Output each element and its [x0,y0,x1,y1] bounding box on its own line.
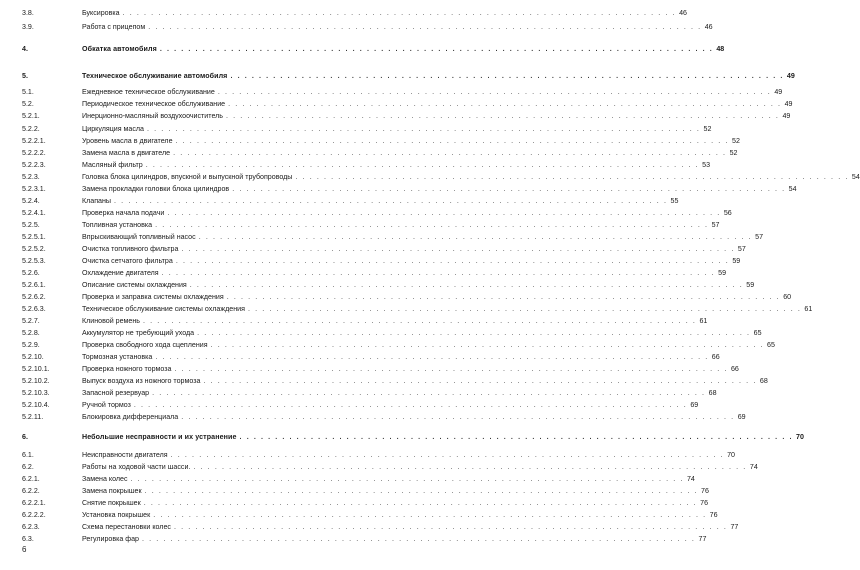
dot-leader [240,432,793,442]
toc-entry-title: Замена покрышек [82,487,142,495]
toc-entry-number: 5.2.10.1. [22,365,50,373]
dot-leader [148,22,701,32]
toc-entry [22,292,792,302]
toc-entry-page: 59 [718,269,727,277]
toc-entry-title: Небольшие несправности и их устранение [82,433,237,441]
toc-entry-title: Клиновой ремень [82,317,140,325]
toc-entry-number: 5.2.9. [22,341,40,349]
toc-entry-number: 5.2. [22,100,34,108]
toc-entry [22,256,741,266]
toc-entry-page: 61 [804,305,813,313]
toc-entry [22,280,755,290]
dot-leader [153,510,706,520]
toc-entry-number: 6.2.2. [22,487,40,495]
toc-entry-page: 69 [690,401,699,409]
toc-entry-number: 5.2.5. [22,221,40,229]
page-number: 6 [22,545,27,554]
toc-entry-title: Обкатка автомобиля [82,45,157,53]
toc-entry-title: Работы на ходовой части шасси. [82,463,191,471]
toc-entry [22,388,717,398]
toc-entry [22,474,695,484]
toc-entry [22,400,699,410]
toc-entry-page: 57 [755,233,764,241]
toc-entry [22,208,732,218]
dot-leader [174,364,727,374]
toc-entry-number: 6.2. [22,463,34,471]
toc-entry [22,376,768,386]
toc-entry-title: Описание системы охлаждения [82,281,187,289]
dot-leader [226,111,779,121]
toc-entry-page: 76 [700,499,709,507]
toc-entry-number: 5.2.6.1. [22,281,46,289]
toc-entry [22,196,679,206]
toc-entry-title: Замена масла в двигателе [82,149,171,157]
dot-leader [248,304,801,314]
toc-entry [22,71,795,81]
toc-entry-title: Замена колес [82,475,128,483]
toc-entry [22,522,739,532]
toc-entry [22,450,735,460]
dot-leader [181,412,734,422]
dot-leader [228,99,781,109]
dot-leader [171,450,724,460]
toc-entry-title: Тормозная установка [82,353,153,361]
toc-entry-title: Работа с прицепом [82,23,146,31]
toc-entry [22,510,718,520]
toc-entry-page: 54 [851,173,860,181]
toc-entry-page: 46 [704,23,713,31]
toc-entry-title: Ежедневное техническое обслуживание [82,88,215,96]
dot-leader [203,376,756,386]
dot-leader [114,196,667,206]
toc-entry-title: Снятие покрышек [82,499,141,507]
toc-entry-page: 53 [702,161,711,169]
toc-entry-number: 3.8. [22,9,34,17]
toc-entry-number: 5.2.7. [22,317,40,325]
toc-entry [22,364,739,374]
toc-entry [22,136,740,146]
toc-entry-page: 49 [774,88,783,96]
toc-entry-number: 5.2.2.1. [22,137,46,145]
toc-entry-page: 74 [749,463,758,471]
dot-leader [152,388,705,398]
toc-entry-page: 59 [732,257,741,265]
toc-entry-number: 5.2.8. [22,329,40,337]
toc-entry-title: Топливная установка [82,221,153,229]
dot-leader [193,462,746,472]
toc-entry-page: 77 [730,523,739,531]
toc-entry [22,432,804,442]
toc-entry-title: Уровень масла в двигателе [82,137,173,145]
toc-entry-title: Запасной резервуар [82,389,150,397]
dot-leader [211,340,764,350]
toc-entry-page: 52 [732,137,740,145]
toc-entry-number: 5.2.6. [22,269,40,277]
toc-entry-page: 70 [796,433,804,441]
toc-entry [22,22,713,32]
toc-entry-title: Проверка и заправка системы охлаждения [82,293,224,301]
toc-entry [22,160,711,170]
toc-entry-page: 60 [783,293,792,301]
toc-entry-page: 49 [786,72,795,80]
toc-entry [22,111,791,121]
toc-entry-title: Буксировка [82,9,120,17]
toc-entry-number: 6.2.3. [22,523,40,531]
toc-entry-number: 5.2.5.3. [22,257,46,265]
toc-entry-number: 6.2.2.1. [22,499,46,507]
toc-entry-page: 49 [784,100,793,108]
toc-entry [22,124,712,134]
toc-entry-number: 5.2.2. [22,125,40,133]
toc-entry-page: 65 [767,341,775,349]
toc-entry-page: 54 [788,185,797,193]
toc-entry-page: 65 [753,329,762,337]
dot-leader [160,44,713,54]
toc-entry [22,99,793,109]
dot-leader [190,280,743,290]
toc-entry-page: 55 [670,197,679,205]
dot-leader [176,256,729,266]
dot-leader [199,232,752,242]
toc-entry [22,304,813,314]
toc-entry [22,184,797,194]
toc-entry [22,328,762,338]
toc-entry [22,462,758,472]
toc-entry [22,316,708,326]
toc-entry [22,268,727,278]
toc-entry [22,340,775,350]
toc-entry-title: Техническое обслуживание системы охлаждения [82,305,245,313]
toc-entry [22,87,783,97]
dot-leader [295,172,848,182]
toc-entry-number: 5.2.4. [22,197,40,205]
toc-entry-number: 3.9. [22,23,34,31]
dot-leader [174,522,727,532]
toc-entry-title: Проверка ножного тормоза [82,365,172,373]
dot-leader [162,268,715,278]
dot-leader [145,486,698,496]
toc-entry-page: 76 [709,511,718,519]
dot-leader [181,244,734,254]
toc-entry-title: Охлаждение двигателя [82,269,159,277]
toc-entry-number: 6.2.2.2. [22,511,46,519]
toc-entry-page: 48 [716,45,725,53]
toc-entry-number: 5.2.11. [22,413,44,421]
toc-entry-title: Очистка топливного фильтра [82,245,179,253]
toc-entry-page: 57 [711,221,720,229]
toc-entry-page: 57 [737,245,746,253]
toc-entry-page: 74 [686,475,695,483]
toc-entry [22,534,707,544]
dot-leader [227,292,780,302]
toc-entry [22,244,746,254]
toc-entry-page: 70 [727,451,735,459]
toc-entry-title: Установка покрышек [82,511,151,519]
toc-entry-title: Инерционно-масляный воздухоочиститель [82,112,223,120]
toc-entry-page: 68 [759,377,768,385]
dot-leader [173,148,726,158]
dot-leader [176,136,729,146]
toc-entry-number: 6.1. [22,451,34,459]
toc-entry-number: 5.2.10. [22,353,44,361]
dot-leader [230,71,783,81]
toc-entry-number: 5.2.3.1. [22,185,46,193]
dot-leader [197,328,750,338]
toc-entry-page: 66 [711,353,720,361]
toc-entry-number: 5.2.6.2. [22,293,46,301]
toc-entry-page: 52 [729,149,738,157]
toc-entry-title: Замена прокладки головки блока цилиндров [82,185,230,193]
toc-entry [22,44,725,54]
dot-leader [218,87,771,97]
toc-entry-number: 4. [22,45,28,53]
toc-entry-page: 69 [737,413,746,421]
toc-entry-number: 6. [22,433,28,441]
toc-entry-number: 5.2.2.3. [22,161,46,169]
dot-leader [144,498,697,508]
toc-entry-title: Циркуляция масла [82,125,145,133]
dot-leader [155,220,708,230]
toc-entry-title: Клапаны [82,197,112,205]
toc-entry [22,412,746,422]
toc-entry-number: 5.2.6.3. [22,305,46,313]
dot-leader [167,208,720,218]
dot-leader [155,352,708,362]
toc-entry-number: 5.2.10.2. [22,377,50,385]
toc-entry-page: 68 [708,389,717,397]
toc-entry-number: 5. [22,72,28,80]
toc-entry-page: 76 [701,487,709,495]
toc-entry-page: 59 [746,281,755,289]
toc-entry-title: Головка блока цилиндров, впускной и выпускной трубопроводы [82,173,293,181]
toc-entry-number: 5.1. [22,88,34,96]
toc-entry [22,232,764,242]
dot-leader [147,124,700,134]
toc-entry [22,498,709,508]
dot-leader [146,160,699,170]
toc-entry-title: Блокировка дифференциала [82,413,179,421]
dot-leader [143,316,696,326]
toc-entry-page: 61 [699,317,708,325]
toc-entry [22,148,738,158]
dot-leader [232,184,785,194]
dot-leader [131,474,684,484]
toc-entry-title: Проверка свободного хода сцепления [82,341,208,349]
toc-entry-title: Неисправности двигателя [82,451,168,459]
toc-entry-number: 5.2.10.3. [22,389,50,397]
toc-entry-page: 56 [723,209,732,217]
toc-entry [22,486,709,496]
toc-entry-page: 66 [730,365,739,373]
toc-entry-page: 52 [703,125,712,133]
toc-entry-number: 5.2.5.1. [22,233,46,241]
toc-entry-number: 5.2.1. [22,112,40,120]
toc-entry-number: 6.3. [22,535,34,543]
toc-entry [22,352,720,362]
dot-leader [134,400,687,410]
toc-entry-title: Аккумулятор не требующий ухода [82,329,195,337]
toc-entry-page: 77 [698,535,707,543]
toc-entry-title: Очистка сетчатого фильтра [82,257,173,265]
dot-leader [142,534,695,544]
toc-entry-number: 6.2.1. [22,475,40,483]
toc-entry [22,172,860,182]
toc-entry-title: Регулировка фар [82,535,140,543]
toc-entry [22,220,720,230]
toc-entry-title: Масляный фильтр [82,161,143,169]
toc-entry-number: 5.2.3. [22,173,40,181]
toc-entry-title: Проверка начала подачи [82,209,165,217]
toc-entry-title: Впрыскивающий топливный насос [82,233,196,241]
toc-entry-number: 5.2.2.2. [22,149,46,157]
toc-entry-page: 46 [679,9,687,17]
toc-entry-page: 49 [782,112,791,120]
toc-entry-title: Выпуск воздуха из ножного тормоза [82,377,201,385]
dot-leader [123,8,676,18]
toc-entry-number: 5.2.5.2. [22,245,46,253]
toc-entry-number: 5.2.10.4. [22,401,50,409]
toc-entry-title: Периодическое техническое обслуживание [82,100,226,108]
toc-entry-title: Ручной тормоз [82,401,131,409]
toc-entry [22,8,687,18]
toc-entry-number: 5.2.4.1. [22,209,46,217]
toc-entry-title: Техническое обслуживание автомобиля [82,72,228,80]
toc-entry-title: Схема перестановки колес [82,523,171,531]
